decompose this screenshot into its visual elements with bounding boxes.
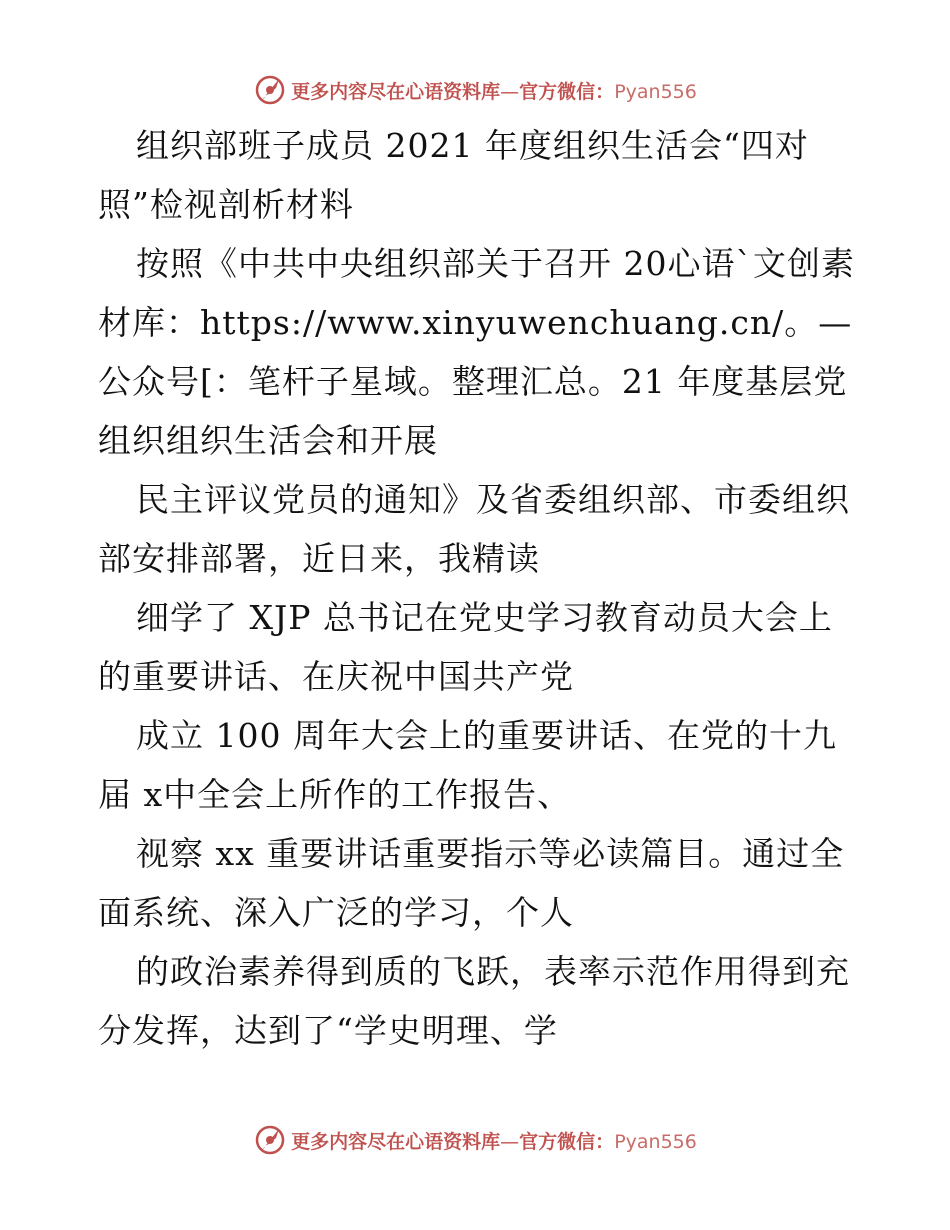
document-body: [98, 116, 858, 1060]
watermark-handle: Pyan556: [614, 1130, 697, 1153]
paragraph-3: 细学了 XJP 总书记在党史学习教育动员大会上的重要讲话、在庆祝中国共产党: [98, 598, 833, 696]
paragraph-2: 民主评议党员的通知》及省委组织部、市委组织部安排部署，近日来，我精读: [98, 480, 850, 578]
paragraph-4: 成立 100 周年大会上的重要讲话、在党的十九届 x中全会上所作的工作报告、: [98, 716, 837, 814]
paragraph-6: 的政治素养得到质的飞跃，表率示范作用得到充分发挥，达到了“学史明理、学: [98, 952, 850, 1050]
watermark-text: 更多内容尽在心语资料库—官方微信：Pyan556: [291, 80, 697, 103]
footer-watermark: [0, 1120, 950, 1160]
quill-circle-logo-icon: [253, 1123, 287, 1157]
watermark-text: 更多内容尽在心语资料库—官方微信：Pyan556: [291, 1130, 697, 1153]
document-title: 组织部班子成员 2021 年度组织生活会“四对照”检视剖析材料: [98, 126, 809, 224]
watermark-handle: Pyan556: [614, 80, 697, 103]
paragraph-5: 视察 xx 重要讲话重要指示等必读篇目。通过全面系统、深入广泛的学习，个人: [98, 834, 845, 932]
paragraph-1: 按照《中共中央组织部关于召开 20心语`文创素材库：https://www.xinyuwenchuang.cn/。—公众号[：笔杆子星域。整理汇总。21 年度基层党组织组织生活会和开展: [98, 244, 855, 460]
header-watermark: [0, 70, 950, 110]
quill-circle-logo-icon: [253, 73, 287, 107]
